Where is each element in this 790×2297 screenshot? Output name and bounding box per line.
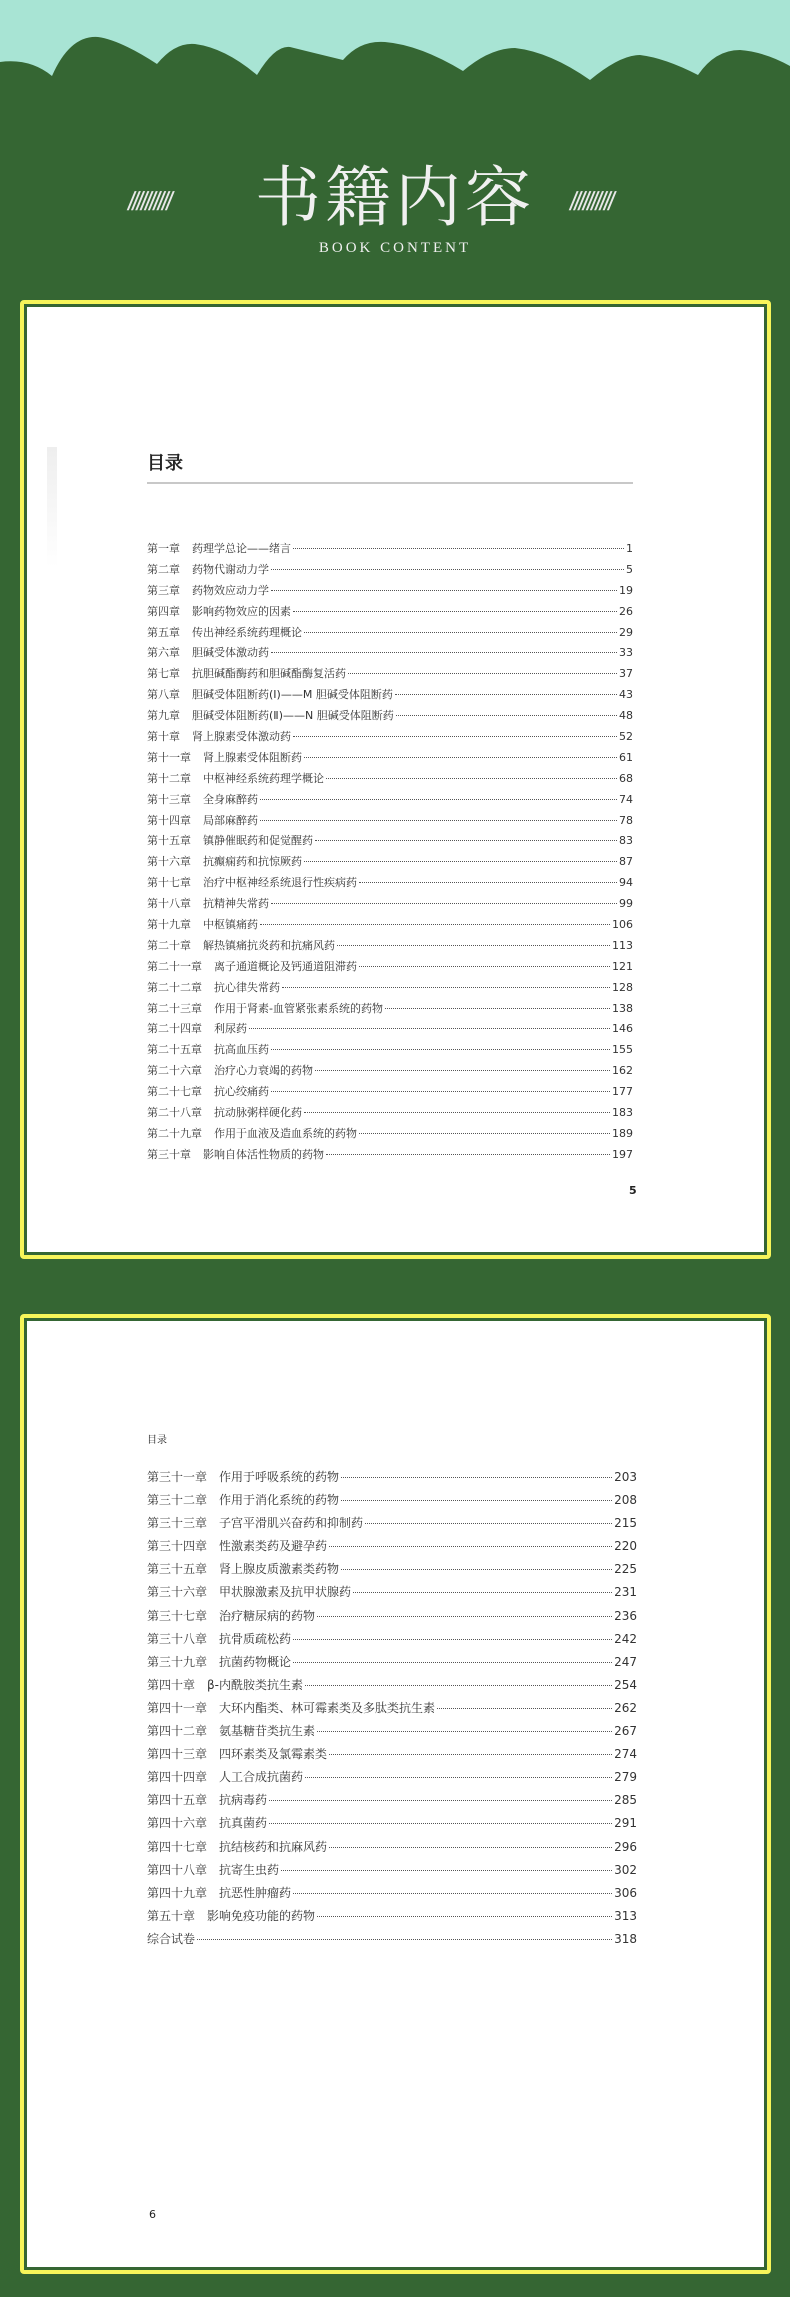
dot-leader [359,882,617,883]
toc-entry[interactable] [147,1630,637,1653]
chapter-title: 作用于消化系统的药物 [219,1493,340,1508]
toc-entry[interactable] [147,686,633,707]
chapter-title: 抗病毒药 [219,1793,268,1808]
chapter-title: 抗精神失常药 [203,897,269,911]
chapter-title: 性激素类药及避孕药 [219,1539,328,1554]
dot-leader [317,1731,612,1732]
chapter-number: 第四十七章 [147,1839,208,1854]
dot-leader [326,778,617,779]
toc-entry[interactable] [147,1537,637,1560]
toc-list [147,1468,637,1953]
toc-entry[interactable] [147,1838,637,1861]
toc-entry[interactable] [147,1104,633,1125]
page-ref: 33 [619,646,633,660]
chapter-title: 传出神经系统药理概论 [192,625,302,639]
chapter-title: 影响免疫功能的药物 [207,1908,316,1923]
chapter-number: 第三十二章 [147,1493,208,1508]
chapter-number: 第十五章 [147,834,191,848]
page-ref: 1 [626,542,633,555]
chapter-title: 全身麻醉药 [203,792,258,806]
chapter-number: 第二十五章 [147,1043,202,1057]
page-ref: 231 [614,1585,637,1600]
toc-entry[interactable] [147,895,633,916]
chapter-number: 第二十三章 [147,1001,202,1015]
chapter-number: 第四章 [147,604,180,618]
toc-entry[interactable] [147,1041,633,1062]
page-ref: 74 [619,792,633,806]
chapter-title: 作用于呼吸系统的药物 [219,1470,340,1484]
page-ref: 99 [619,897,633,911]
toc-entry[interactable] [147,728,633,749]
chapter-number: 第十二章 [147,771,191,785]
chapter-title: 作用于肾素-血管紧张素系统的药物 [214,1001,383,1015]
page-ref: 313 [614,1908,637,1923]
chapter-title: 影响自体活性物质的药物 [203,1147,324,1161]
chapter-title: 抗寄生虫药 [219,1862,280,1877]
chapter-title: 抗结核药和抗麻风药 [219,1839,328,1854]
chapter-number: 第四十九章 [147,1885,208,1900]
page-ref: 146 [612,1022,633,1036]
chapter-number: 第二十章 [147,938,191,952]
chapter-title: 解热镇痛抗炎药和抗痛风药 [203,938,335,952]
dot-leader [282,987,610,988]
section-subtitle: BOOK CONTENT [318,240,472,256]
chapter-title: 离子通道概论及钙通道阻滞药 [214,959,357,973]
chapter-title: 抗心绞痛药 [214,1085,269,1099]
dot-leader [437,1708,612,1709]
toc-entry[interactable] [147,1125,633,1146]
dot-leader [396,715,617,716]
toc-entry[interactable] [147,707,633,728]
chapter-title: 作用于血液及造血系统的药物 [214,1126,357,1140]
chapter-title: 肾上腺皮质激素类药物 [219,1562,340,1577]
page-ref: 247 [614,1654,637,1669]
page-ref: 48 [619,709,633,723]
chapter-number: 第五章 [147,625,180,639]
dot-leader [304,1112,610,1113]
chapter-number: 第三十七章 [147,1608,208,1623]
chapter-title: 胆碱受体阻断药(Ⅰ)——M 胆碱受体阻断药 [192,688,393,702]
toc-heading: 目录 [147,453,183,474]
chapter-number: 第三十一章 [147,1470,208,1484]
toc-entry[interactable] [147,1491,637,1514]
page-ref: 254 [614,1677,637,1692]
toc-entry[interactable] [147,1146,633,1167]
chapter-title: 局部麻醉药 [203,813,258,827]
dot-leader [271,652,617,653]
toc-entry[interactable] [147,582,633,603]
book-page-5 [27,307,764,1252]
chapter-title: 抗骨质疏松药 [219,1631,292,1646]
dot-leader [385,1008,610,1009]
dot-leader [341,1569,612,1570]
page-number: 6 [149,2208,156,2221]
chapter-title: 治疗心力衰竭的药物 [214,1064,313,1078]
chapter-number: 第十一章 [147,750,191,764]
page-shadow [47,447,57,567]
dot-leader [260,799,617,800]
dot-leader [293,611,617,612]
toc-entry[interactable] [147,1560,637,1583]
dot-leader [315,1070,610,1071]
dot-leader [269,1823,612,1824]
toc-entry[interactable] [147,853,633,874]
chapter-number: 第十三章 [147,792,191,806]
dot-leader [293,736,617,737]
page-ref: 189 [612,1126,633,1140]
chapter-title: 抗菌药物概论 [219,1654,292,1669]
chapter-number: 第十八章 [147,897,191,911]
chapter-number: 第三章 [147,583,180,597]
page-ref: 87 [619,855,633,869]
chapter-title: 中枢镇痛药 [203,918,258,932]
page-ref: 318 [614,1931,637,1946]
chapter-title: 综合试卷 [147,1931,196,1946]
page-ref: 128 [612,980,633,994]
dot-leader [281,1870,612,1871]
toc-list [147,540,633,1167]
toc-entry[interactable] [147,644,633,665]
chapter-number: 第三十章 [147,1147,191,1161]
chapter-title: 抗胆碱酯酶药和胆碱酯酶复活药 [192,667,346,681]
chapter-number: 第三十八章 [147,1631,208,1646]
section-title: 书籍内容 [255,159,535,236]
chapter-title: 抗心律失常药 [214,980,280,994]
chapter-number: 第四十三章 [147,1747,208,1762]
toc-entry[interactable] [147,1607,637,1630]
toc-entry[interactable] [147,1814,637,1837]
page-ref: 203 [614,1470,637,1484]
toc-entry[interactable] [147,1000,633,1021]
dot-leader [326,1154,610,1155]
page-ref: 29 [619,625,633,639]
page-ref: 43 [619,688,633,702]
dot-leader [359,1133,610,1134]
chapter-title: 影响药物效应的因素 [192,604,291,618]
chapter-title: 甲状腺激素及抗甲状腺药 [219,1585,352,1600]
dot-leader [271,569,624,570]
toc-entry[interactable] [147,979,633,1000]
page-ref: 68 [619,771,633,785]
chapter-number: 第三十九章 [147,1654,208,1669]
dot-leader [293,1893,612,1894]
book-page-frame-1 [20,300,771,1259]
dot-leader [337,945,610,946]
dot-leader [315,840,617,841]
toc-entry[interactable] [147,812,633,833]
dot-leader [293,1639,612,1640]
chapter-title: 治疗糖尿病的药物 [219,1608,316,1623]
toc-heading: 目录 [147,1435,167,1446]
toc-entry[interactable] [147,1062,633,1083]
chapter-number: 第四十章 [147,1677,196,1692]
chapter-title: 利尿药 [214,1022,247,1036]
page-ref: 242 [614,1631,637,1646]
page-ref: 302 [614,1862,637,1877]
chapter-title: 子宫平滑肌兴奋药和抑制药 [219,1516,364,1531]
chapter-number: 第四十四章 [147,1770,208,1785]
page-ref: 236 [614,1608,637,1623]
chapter-number: 第八章 [147,688,180,702]
chapter-title: 肾上腺素受体阻断药 [203,750,302,764]
chapter-number: 第十四章 [147,813,191,827]
chapter-title: 抗真菌药 [219,1816,268,1831]
chapter-number: 第九章 [147,709,180,723]
page-number: 5 [629,1184,637,1197]
chapter-number: 第二十九章 [147,1126,202,1140]
toc-entry[interactable] [147,1514,637,1537]
page-ref: 162 [612,1064,633,1078]
dot-leader [304,632,617,633]
page-ref: 262 [614,1700,637,1715]
chapter-number: 第四十六章 [147,1816,208,1831]
chapter-number: 第三十六章 [147,1585,208,1600]
chapter-number: 第四十二章 [147,1724,208,1739]
dot-leader [269,1800,612,1801]
page-ref: 37 [619,667,633,681]
toc-entry[interactable] [147,1653,637,1676]
chapter-number: 第二十七章 [147,1085,202,1099]
chapter-number: 第五十章 [147,1908,196,1923]
chapter-number: 第二十四章 [147,1022,202,1036]
chapter-title: 人工合成抗菌药 [219,1770,304,1785]
chapter-title: 胆碱受体阻断药(Ⅱ)——N 胆碱受体阻断药 [192,709,394,723]
page-ref: 52 [619,730,633,744]
chapter-number: 第二十八章 [147,1106,202,1120]
toc-entry[interactable] [147,874,633,895]
page-ref: 155 [612,1043,633,1057]
dot-leader [271,903,617,904]
chapter-title: 四环素类及氯霉素类 [219,1747,328,1762]
toc-entry[interactable] [147,770,633,791]
toc-entry[interactable] [147,958,633,979]
chapter-title: 抗恶性肿瘤药 [219,1885,292,1900]
book-page-6 [27,1321,764,2267]
dot-leader [305,1777,612,1778]
toc-entry[interactable] [147,1791,637,1814]
chapter-number: 第一章 [147,542,180,555]
chapter-number: 第四十八章 [147,1862,208,1877]
chapter-title: 药理学总论——绪言 [192,542,291,555]
chapter-number: 第二十二章 [147,980,202,994]
chapter-number: 第十七章 [147,876,191,890]
toc-entry[interactable] [147,1083,633,1104]
toc-entry[interactable] [147,1699,637,1722]
toc-entry[interactable] [147,624,633,645]
page-ref: 177 [612,1085,633,1099]
page-ref: 267 [614,1724,637,1739]
chapter-title: 治疗中枢神经系统退行性疾病药 [203,876,357,890]
toc-entry[interactable] [147,916,633,937]
toc-entry[interactable] [147,1676,637,1699]
page-ref: 94 [619,876,633,890]
dot-leader [271,1091,610,1092]
dot-leader [304,757,617,758]
toc-entry[interactable] [147,603,633,624]
page-ref: 279 [614,1770,637,1785]
chapter-title: 药物代谢动力学 [192,562,269,576]
chapter-title: 胆碱受体激动药 [192,646,269,660]
page-ref: 197 [612,1147,633,1161]
chapter-number: 第十六章 [147,855,191,869]
toc-entry[interactable] [147,1861,637,1884]
book-page-frame-2 [20,1314,771,2274]
chapter-number: 第四十五章 [147,1793,208,1808]
dot-leader [293,1662,612,1663]
toc-entry[interactable] [147,1583,637,1606]
page-ref: 83 [619,834,633,848]
dot-leader [293,548,624,549]
page-ref: 274 [614,1747,637,1762]
toc-entry[interactable] [147,1907,637,1930]
toc-entry[interactable] [147,1768,637,1791]
chapter-title: 中枢神经系统药理学概论 [203,771,324,785]
dot-leader [341,1477,612,1478]
chapter-title: 氨基糖苷类抗生素 [219,1724,316,1739]
dot-leader [365,1523,612,1524]
chapter-title: 药物效应动力学 [192,583,269,597]
page-ref: 296 [614,1839,637,1854]
dot-leader [260,820,617,821]
page-ref: 106 [612,918,633,932]
dot-leader [317,1616,612,1617]
toc-entry[interactable] [147,1930,637,1953]
chapter-number: 第十章 [147,730,180,744]
toc-entry[interactable] [147,561,633,582]
toc-entry[interactable] [147,749,633,770]
heading-divider [147,482,633,484]
page-ref: 306 [614,1885,637,1900]
page-ref: 285 [614,1793,637,1808]
page-ref: 19 [619,583,633,597]
dot-leader [197,1939,612,1940]
chapter-number: 第三十三章 [147,1516,208,1531]
toc-entry[interactable] [147,1884,637,1907]
toc-entry[interactable] [147,791,633,812]
dot-leader [329,1546,612,1547]
page-ref: 121 [612,959,633,973]
dot-leader [395,694,617,695]
chapter-number: 第七章 [147,667,180,681]
dot-leader [304,861,617,862]
decorative-slashes-left: ////////// [125,186,173,216]
toc-entry[interactable] [147,1468,637,1491]
chapter-title: 肾上腺素受体激动药 [192,730,291,744]
dot-leader [359,966,610,967]
dot-leader [249,1028,610,1029]
chapter-number: 第四十一章 [147,1700,208,1715]
toc-entry[interactable] [147,665,633,686]
dot-leader [348,673,617,674]
dot-leader [329,1847,612,1848]
dot-leader [353,1592,612,1593]
page-ref: 183 [612,1106,633,1120]
chapter-title: 抗癫痫药和抗惊厥药 [203,855,302,869]
chapter-title: β-内酰胺类抗生素 [207,1677,304,1692]
toc-entry[interactable] [147,937,633,958]
page-ref: 78 [619,813,633,827]
chapter-title: 大环内酯类、林可霉素类及多肽类抗生素 [219,1700,436,1715]
page-ref: 61 [619,750,633,764]
dot-leader [271,590,617,591]
page-ref: 26 [619,604,633,618]
chapter-number: 第二十一章 [147,959,202,973]
toc-entry[interactable] [147,540,633,561]
decorative-slashes-right: ////////// [567,186,615,216]
page-ref: 215 [614,1516,637,1531]
toc-entry[interactable] [147,1020,633,1041]
dot-leader [317,1916,612,1917]
page-ref: 291 [614,1816,637,1831]
dot-leader [341,1500,612,1501]
chapter-number: 第三十四章 [147,1539,208,1554]
page-ref: 138 [612,1001,633,1015]
chapter-title: 抗动脉粥样硬化药 [214,1106,302,1120]
chapter-number: 第三十五章 [147,1562,208,1577]
page-ref: 225 [614,1562,637,1577]
page-ref: 113 [612,938,633,952]
chapter-title: 镇静催眠药和促觉醒药 [203,834,313,848]
page-ref: 5 [626,562,633,576]
chapter-number: 第二章 [147,562,180,576]
dot-leader [271,1049,610,1050]
toc-entry[interactable] [147,1722,637,1745]
page-ref: 220 [614,1539,637,1554]
toc-entry[interactable] [147,832,633,853]
hills-banner [0,0,790,130]
chapter-title: 抗高血压药 [214,1043,269,1057]
dot-leader [329,1754,612,1755]
chapter-number: 第十九章 [147,918,191,932]
dot-leader [305,1685,612,1686]
chapter-number: 第六章 [147,646,180,660]
chapter-number: 第二十六章 [147,1064,202,1078]
dot-leader [260,924,610,925]
toc-entry[interactable] [147,1745,637,1768]
page-ref: 208 [614,1493,637,1508]
